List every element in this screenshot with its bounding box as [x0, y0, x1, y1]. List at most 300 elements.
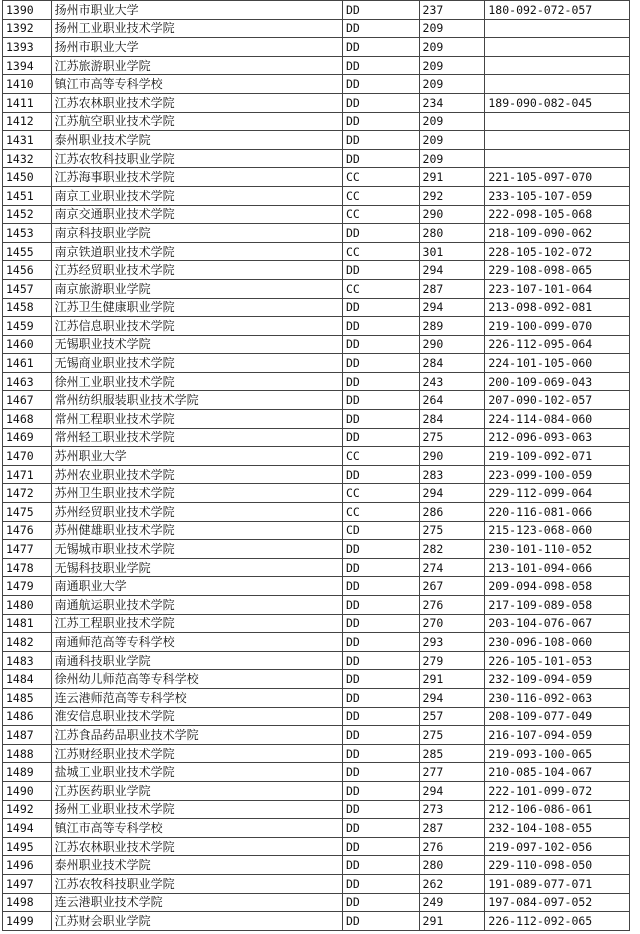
score-cell: 209: [419, 56, 485, 75]
school-code-cell: 1499: [3, 912, 52, 931]
level-cell: DD: [342, 763, 419, 782]
table-row: [3, 56, 630, 75]
subscore-cell: 208-109-077-049: [485, 707, 630, 726]
level-cell: DD: [342, 131, 419, 150]
school-code-cell: 1460: [3, 335, 52, 354]
school-name-cell: 镇江市高等专科学校: [51, 75, 342, 94]
score-cell: 273: [419, 800, 485, 819]
score-cell: 264: [419, 391, 485, 410]
school-name-cell: 江苏医药职业学院: [51, 781, 342, 800]
school-code-cell: 1394: [3, 56, 52, 75]
school-code-cell: 1480: [3, 596, 52, 615]
school-name-cell: 南京工业职业技术学院: [51, 186, 342, 205]
table-row: [3, 75, 630, 94]
school-code-cell: 1492: [3, 800, 52, 819]
score-cell: 291: [419, 912, 485, 931]
school-code-cell: 1461: [3, 354, 52, 373]
school-name-cell: 江苏农林职业技术学院: [51, 837, 342, 856]
table-row: [3, 688, 630, 707]
score-cell: 284: [419, 354, 485, 373]
level-cell: CC: [342, 168, 419, 187]
school-code-cell: 1481: [3, 614, 52, 633]
school-code-cell: 1478: [3, 558, 52, 577]
level-cell: DD: [342, 410, 419, 429]
score-cell: 275: [419, 726, 485, 745]
table-row: [3, 428, 630, 447]
score-cell: 282: [419, 540, 485, 559]
level-cell: CC: [342, 279, 419, 298]
school-code-cell: 1489: [3, 763, 52, 782]
table-row: [3, 261, 630, 280]
score-cell: 285: [419, 744, 485, 763]
level-cell: DD: [342, 893, 419, 912]
level-cell: DD: [342, 651, 419, 670]
score-cell: 291: [419, 670, 485, 689]
subscore-cell: 226-112-092-065: [485, 912, 630, 931]
score-cell: 209: [419, 149, 485, 168]
table-row: [3, 856, 630, 875]
school-code-cell: 1432: [3, 149, 52, 168]
subscore-cell: 233-105-107-059: [485, 186, 630, 205]
score-cell: 209: [419, 112, 485, 131]
school-name-cell: 江苏航空职业技术学院: [51, 112, 342, 131]
table-row: [3, 19, 630, 38]
level-cell: DD: [342, 93, 419, 112]
score-cell: 209: [419, 75, 485, 94]
subscore-cell: 230-096-108-060: [485, 633, 630, 652]
school-name-cell: 南京旅游职业学院: [51, 279, 342, 298]
level-cell: DD: [342, 614, 419, 633]
level-cell: DD: [342, 19, 419, 38]
school-name-cell: 连云港职业技术学院: [51, 893, 342, 912]
school-name-cell: 江苏卫生健康职业学院: [51, 298, 342, 317]
subscore-cell: 220-116-081-066: [485, 503, 630, 522]
school-name-cell: 泰州职业技术学院: [51, 131, 342, 150]
table-row: [3, 298, 630, 317]
school-code-cell: 1472: [3, 484, 52, 503]
table-row: [3, 819, 630, 838]
subscore-cell: 223-099-100-059: [485, 465, 630, 484]
table-row: [3, 503, 630, 522]
subscore-cell: 230-116-092-063: [485, 688, 630, 707]
level-cell: DD: [342, 819, 419, 838]
score-cell: 294: [419, 484, 485, 503]
school-name-cell: 无锡城市职业技术学院: [51, 540, 342, 559]
score-cell: 290: [419, 335, 485, 354]
level-cell: DD: [342, 726, 419, 745]
school-name-cell: 南京科技职业学院: [51, 224, 342, 243]
school-name-cell: 盐城工业职业技术学院: [51, 763, 342, 782]
level-cell: CC: [342, 484, 419, 503]
school-code-cell: 1450: [3, 168, 52, 187]
school-name-cell: 江苏信息职业技术学院: [51, 317, 342, 336]
school-name-cell: 苏州农业职业技术学院: [51, 465, 342, 484]
score-cell: 243: [419, 372, 485, 391]
school-code-cell: 1490: [3, 781, 52, 800]
table-row: [3, 149, 630, 168]
table-row: [3, 38, 630, 57]
school-code-cell: 1483: [3, 651, 52, 670]
table-row: [3, 1, 630, 20]
school-name-cell: 南通师范高等专科学校: [51, 633, 342, 652]
table-row: [3, 651, 630, 670]
school-code-cell: 1410: [3, 75, 52, 94]
school-name-cell: 苏州健雄职业技术学院: [51, 521, 342, 540]
school-name-cell: 常州轻工职业技术学院: [51, 428, 342, 447]
subscore-cell: 224-101-105-060: [485, 354, 630, 373]
score-cell: 290: [419, 205, 485, 224]
school-name-cell: 南京交通职业技术学院: [51, 205, 342, 224]
subscore-cell: [485, 38, 630, 57]
level-cell: DD: [342, 391, 419, 410]
school-code-cell: 1497: [3, 874, 52, 893]
school-code-cell: 1458: [3, 298, 52, 317]
subscore-cell: 226-105-101-053: [485, 651, 630, 670]
school-code-cell: 1431: [3, 131, 52, 150]
subscore-cell: 224-114-084-060: [485, 410, 630, 429]
subscore-cell: 203-104-076-067: [485, 614, 630, 633]
table-row: [3, 670, 630, 689]
table-row: [3, 410, 630, 429]
school-name-cell: 扬州市职业大学: [51, 38, 342, 57]
school-name-cell: 扬州市职业大学: [51, 1, 342, 20]
score-cell: 287: [419, 819, 485, 838]
subscore-cell: 226-112-095-064: [485, 335, 630, 354]
school-code-cell: 1488: [3, 744, 52, 763]
school-name-cell: 常州工程职业技术学院: [51, 410, 342, 429]
school-code-cell: 1455: [3, 242, 52, 261]
level-cell: DD: [342, 856, 419, 875]
score-cell: 279: [419, 651, 485, 670]
score-cell: 267: [419, 577, 485, 596]
school-code-cell: 1390: [3, 1, 52, 20]
school-code-cell: 1451: [3, 186, 52, 205]
level-cell: DD: [342, 335, 419, 354]
table-row: [3, 837, 630, 856]
subscore-cell: 222-098-105-068: [485, 205, 630, 224]
school-code-cell: 1476: [3, 521, 52, 540]
score-cell: 290: [419, 447, 485, 466]
level-cell: DD: [342, 688, 419, 707]
score-cell: 294: [419, 688, 485, 707]
level-cell: DD: [342, 224, 419, 243]
school-code-cell: 1459: [3, 317, 52, 336]
level-cell: DD: [342, 633, 419, 652]
level-cell: DD: [342, 707, 419, 726]
subscore-cell: 213-101-094-066: [485, 558, 630, 577]
table-row: [3, 484, 630, 503]
table-row: [3, 633, 630, 652]
subscore-cell: 218-109-090-062: [485, 224, 630, 243]
level-cell: DD: [342, 354, 419, 373]
level-cell: DD: [342, 56, 419, 75]
school-name-cell: 江苏海事职业技术学院: [51, 168, 342, 187]
table-row: [3, 447, 630, 466]
school-code-cell: 1452: [3, 205, 52, 224]
score-cell: 277: [419, 763, 485, 782]
school-code-cell: 1471: [3, 465, 52, 484]
school-name-cell: 江苏食品药品职业技术学院: [51, 726, 342, 745]
school-code-cell: 1475: [3, 503, 52, 522]
table-body: [3, 1, 630, 931]
level-cell: DD: [342, 744, 419, 763]
level-cell: DD: [342, 317, 419, 336]
table-row: [3, 465, 630, 484]
level-cell: CC: [342, 205, 419, 224]
level-cell: DD: [342, 149, 419, 168]
level-cell: CC: [342, 242, 419, 261]
level-cell: DD: [342, 38, 419, 57]
subscore-cell: 219-093-100-065: [485, 744, 630, 763]
level-cell: DD: [342, 112, 419, 131]
subscore-cell: 213-098-092-081: [485, 298, 630, 317]
table-row: [3, 112, 630, 131]
school-name-cell: 扬州工业职业技术学院: [51, 800, 342, 819]
score-cell: 262: [419, 874, 485, 893]
table-row: [3, 168, 630, 187]
table-row: [3, 726, 630, 745]
school-code-cell: 1463: [3, 372, 52, 391]
level-cell: DD: [342, 837, 419, 856]
school-name-cell: 无锡科技职业学院: [51, 558, 342, 577]
subscore-cell: 229-110-098-050: [485, 856, 630, 875]
school-name-cell: 江苏农林职业技术学院: [51, 93, 342, 112]
level-cell: DD: [342, 428, 419, 447]
school-code-cell: 1456: [3, 261, 52, 280]
school-code-cell: 1485: [3, 688, 52, 707]
school-code-cell: 1495: [3, 837, 52, 856]
school-name-cell: 泰州职业技术学院: [51, 856, 342, 875]
score-cell: 209: [419, 19, 485, 38]
score-cell: 294: [419, 261, 485, 280]
school-code-cell: 1494: [3, 819, 52, 838]
table-row: [3, 614, 630, 633]
score-cell: 294: [419, 298, 485, 317]
school-code-cell: 1496: [3, 856, 52, 875]
school-code-cell: 1498: [3, 893, 52, 912]
school-name-cell: 无锡商业职业技术学院: [51, 354, 342, 373]
school-name-cell: 江苏财会职业学院: [51, 912, 342, 931]
score-cell: 280: [419, 856, 485, 875]
table-row: [3, 317, 630, 336]
school-name-cell: 常州纺织服装职业技术学院: [51, 391, 342, 410]
subscore-cell: 228-105-102-072: [485, 242, 630, 261]
subscore-cell: 229-112-099-064: [485, 484, 630, 503]
level-cell: DD: [342, 298, 419, 317]
level-cell: DD: [342, 372, 419, 391]
school-code-cell: 1482: [3, 633, 52, 652]
school-code-cell: 1479: [3, 577, 52, 596]
subscore-cell: [485, 75, 630, 94]
school-name-cell: 无锡职业技术学院: [51, 335, 342, 354]
score-cell: 237: [419, 1, 485, 20]
table-row: [3, 391, 630, 410]
score-cell: 280: [419, 224, 485, 243]
subscore-cell: 229-108-098-065: [485, 261, 630, 280]
school-name-cell: 连云港师范高等专科学校: [51, 688, 342, 707]
score-cell: 284: [419, 410, 485, 429]
score-cell: 283: [419, 465, 485, 484]
school-name-cell: 淮安信息职业技术学院: [51, 707, 342, 726]
table-row: [3, 707, 630, 726]
table-row: [3, 596, 630, 615]
table-row: [3, 893, 630, 912]
subscore-cell: 215-123-068-060: [485, 521, 630, 540]
level-cell: DD: [342, 558, 419, 577]
score-cell: 289: [419, 317, 485, 336]
school-name-cell: 江苏财经职业技术学院: [51, 744, 342, 763]
table-row: [3, 912, 630, 931]
level-cell: DD: [342, 800, 419, 819]
school-name-cell: 江苏工程职业技术学院: [51, 614, 342, 633]
subscore-cell: 230-101-110-052: [485, 540, 630, 559]
school-code-cell: 1392: [3, 19, 52, 38]
subscore-cell: [485, 112, 630, 131]
score-cell: 270: [419, 614, 485, 633]
school-name-cell: 南通科技职业学院: [51, 651, 342, 670]
school-code-cell: 1477: [3, 540, 52, 559]
subscore-cell: 189-090-082-045: [485, 93, 630, 112]
subscore-cell: 232-104-108-055: [485, 819, 630, 838]
subscore-cell: 216-107-094-059: [485, 726, 630, 745]
school-code-cell: 1468: [3, 410, 52, 429]
school-code-cell: 1393: [3, 38, 52, 57]
table-row: [3, 577, 630, 596]
score-cell: 294: [419, 781, 485, 800]
subscore-cell: 191-089-077-071: [485, 874, 630, 893]
school-name-cell: 苏州职业大学: [51, 447, 342, 466]
subscore-cell: 222-101-099-072: [485, 781, 630, 800]
score-cell: 293: [419, 633, 485, 652]
subscore-cell: 180-092-072-057: [485, 1, 630, 20]
admission-score-table: [2, 0, 630, 931]
school-code-cell: 1469: [3, 428, 52, 447]
subscore-cell: 219-109-092-071: [485, 447, 630, 466]
table-row: [3, 186, 630, 205]
score-cell: 234: [419, 93, 485, 112]
table-row: [3, 242, 630, 261]
subscore-cell: 219-097-102-056: [485, 837, 630, 856]
score-cell: 276: [419, 596, 485, 615]
level-cell: CC: [342, 503, 419, 522]
level-cell: DD: [342, 912, 419, 931]
score-cell: 209: [419, 131, 485, 150]
school-code-cell: 1457: [3, 279, 52, 298]
subscore-cell: 221-105-097-070: [485, 168, 630, 187]
subscore-cell: 200-109-069-043: [485, 372, 630, 391]
school-name-cell: 徐州幼儿师范高等专科学校: [51, 670, 342, 689]
subscore-cell: 209-094-098-058: [485, 577, 630, 596]
school-code-cell: 1486: [3, 707, 52, 726]
school-name-cell: 镇江市高等专科学校: [51, 819, 342, 838]
school-name-cell: 苏州卫生职业技术学院: [51, 484, 342, 503]
level-cell: DD: [342, 577, 419, 596]
subscore-cell: 217-109-089-058: [485, 596, 630, 615]
score-cell: 275: [419, 428, 485, 447]
score-cell: 257: [419, 707, 485, 726]
school-code-cell: 1411: [3, 93, 52, 112]
table-row: [3, 874, 630, 893]
level-cell: DD: [342, 596, 419, 615]
school-name-cell: 江苏农牧科技职业学院: [51, 149, 342, 168]
score-cell: 292: [419, 186, 485, 205]
table-row: [3, 781, 630, 800]
subscore-cell: 212-106-086-061: [485, 800, 630, 819]
table-row: [3, 763, 630, 782]
subscore-cell: 210-085-104-067: [485, 763, 630, 782]
school-name-cell: 南京铁道职业技术学院: [51, 242, 342, 261]
subscore-cell: 197-084-097-052: [485, 893, 630, 912]
score-cell: 274: [419, 558, 485, 577]
score-cell: 209: [419, 38, 485, 57]
school-name-cell: 江苏旅游职业学院: [51, 56, 342, 75]
score-cell: 301: [419, 242, 485, 261]
level-cell: DD: [342, 1, 419, 20]
score-cell: 276: [419, 837, 485, 856]
school-code-cell: 1484: [3, 670, 52, 689]
school-name-cell: 江苏经贸职业技术学院: [51, 261, 342, 280]
table-row: [3, 521, 630, 540]
school-code-cell: 1470: [3, 447, 52, 466]
school-code-cell: 1467: [3, 391, 52, 410]
table-row: [3, 224, 630, 243]
table-row: [3, 93, 630, 112]
table-row: [3, 131, 630, 150]
table-row: [3, 558, 630, 577]
subscore-cell: [485, 131, 630, 150]
table-row: [3, 335, 630, 354]
school-code-cell: 1487: [3, 726, 52, 745]
school-code-cell: 1412: [3, 112, 52, 131]
table-row: [3, 372, 630, 391]
level-cell: CD: [342, 521, 419, 540]
table-row: [3, 744, 630, 763]
score-cell: 291: [419, 168, 485, 187]
level-cell: DD: [342, 465, 419, 484]
subscore-cell: 223-107-101-064: [485, 279, 630, 298]
level-cell: DD: [342, 261, 419, 280]
table-row: [3, 354, 630, 373]
level-cell: DD: [342, 670, 419, 689]
subscore-cell: 232-109-094-059: [485, 670, 630, 689]
school-name-cell: 南通职业大学: [51, 577, 342, 596]
level-cell: DD: [342, 75, 419, 94]
score-cell: 249: [419, 893, 485, 912]
school-name-cell: 苏州经贸职业技术学院: [51, 503, 342, 522]
table-row: [3, 540, 630, 559]
level-cell: CC: [342, 447, 419, 466]
subscore-cell: [485, 149, 630, 168]
subscore-cell: 212-096-093-063: [485, 428, 630, 447]
school-name-cell: 江苏农牧科技职业学院: [51, 874, 342, 893]
subscore-cell: 219-100-099-070: [485, 317, 630, 336]
level-cell: DD: [342, 781, 419, 800]
level-cell: DD: [342, 874, 419, 893]
subscore-cell: [485, 19, 630, 38]
school-name-cell: 扬州工业职业技术学院: [51, 19, 342, 38]
school-name-cell: 徐州工业职业技术学院: [51, 372, 342, 391]
subscore-cell: [485, 56, 630, 75]
school-code-cell: 1453: [3, 224, 52, 243]
score-cell: 286: [419, 503, 485, 522]
score-cell: 287: [419, 279, 485, 298]
school-name-cell: 南通航运职业技术学院: [51, 596, 342, 615]
subscore-cell: 207-090-102-057: [485, 391, 630, 410]
level-cell: DD: [342, 540, 419, 559]
level-cell: CC: [342, 186, 419, 205]
score-cell: 275: [419, 521, 485, 540]
table-row: [3, 279, 630, 298]
